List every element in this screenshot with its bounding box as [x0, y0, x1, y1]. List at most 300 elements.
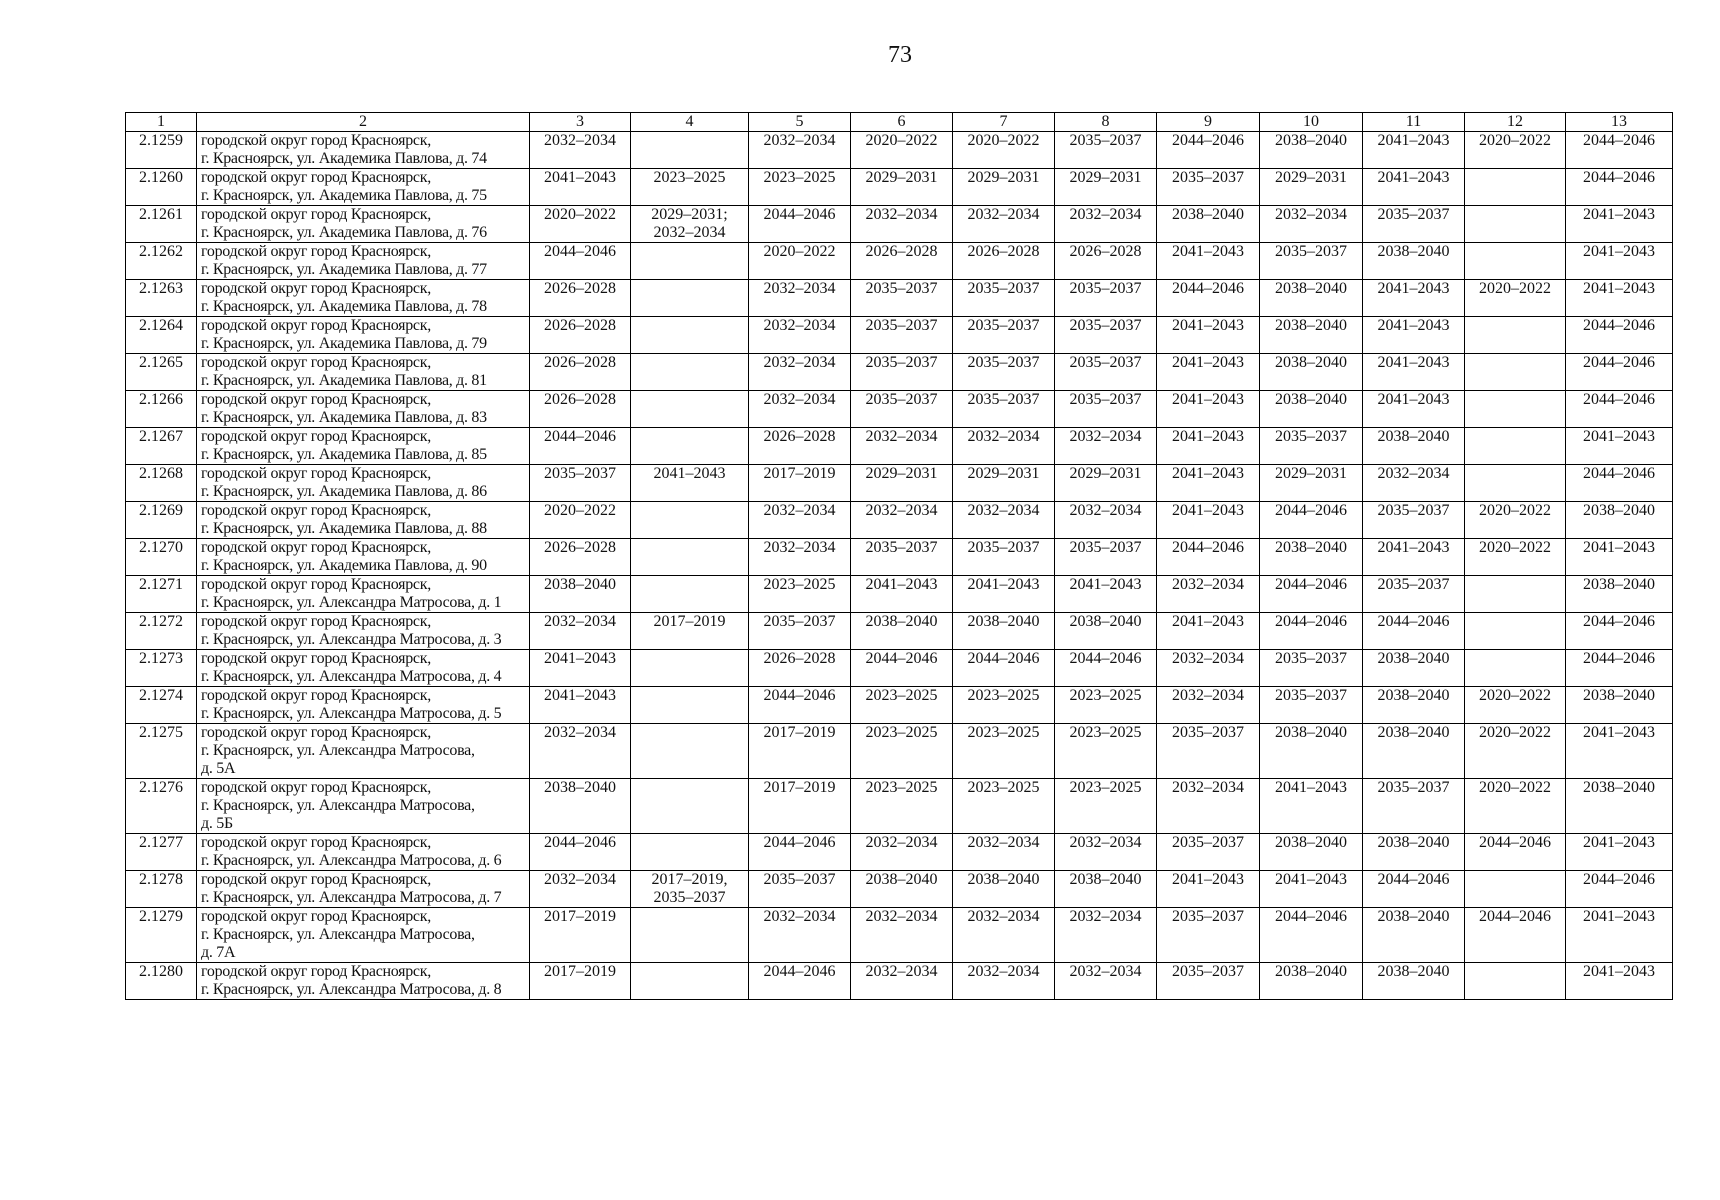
period-cell-c9: 2032–2034 — [1157, 576, 1260, 613]
period-cell-c10: 2035–2037 — [1260, 243, 1363, 280]
period-cell-c11: 2041–2043 — [1363, 391, 1465, 428]
address-cell: городской округ город Красноярск, г. Красноярск, ул. Академика Павлова, д. 74 — [197, 132, 530, 169]
period-cell-c3: 2020–2022 — [530, 206, 631, 243]
period-cell-c10: 2044–2046 — [1260, 613, 1363, 650]
period-cell-c9: 2041–2043 — [1157, 613, 1260, 650]
period-cell-c4 — [631, 687, 749, 724]
period-cell-c5: 2023–2025 — [749, 576, 851, 613]
address-cell: городской округ город Красноярск, г. Красноярск, ул. Академика Павлова, д. 83 — [197, 391, 530, 428]
period-cell-c12 — [1465, 206, 1566, 243]
period-cell-c6: 2023–2025 — [851, 687, 953, 724]
period-cell-c6: 2032–2034 — [851, 502, 953, 539]
period-cell-c11: 2041–2043 — [1363, 132, 1465, 169]
period-cell-c13: 2044–2046 — [1566, 354, 1673, 391]
period-cell-c9: 2044–2046 — [1157, 132, 1260, 169]
address-cell: городской округ город Красноярск, г. Красноярск, ул. Академика Павлова, д. 81 — [197, 354, 530, 391]
row-number: 2.1271 — [126, 576, 197, 613]
row-number: 2.1262 — [126, 243, 197, 280]
period-cell-c6: 2038–2040 — [851, 613, 953, 650]
column-header-10: 10 — [1260, 113, 1363, 132]
period-cell-c13: 2041–2043 — [1566, 834, 1673, 871]
period-cell-c8: 2035–2037 — [1055, 280, 1157, 317]
column-header-6: 6 — [851, 113, 953, 132]
period-cell-c3: 2026–2028 — [530, 317, 631, 354]
period-cell-c11: 2041–2043 — [1363, 317, 1465, 354]
row-number: 2.1278 — [126, 871, 197, 908]
period-cell-c8: 2035–2037 — [1055, 354, 1157, 391]
period-cell-c12 — [1465, 391, 1566, 428]
period-cell-c10: 2038–2040 — [1260, 963, 1363, 1000]
column-header-9: 9 — [1157, 113, 1260, 132]
period-cell-c5: 2044–2046 — [749, 206, 851, 243]
period-cell-c11: 2035–2037 — [1363, 576, 1465, 613]
period-cell-c13: 2038–2040 — [1566, 576, 1673, 613]
period-cell-c4 — [631, 576, 749, 613]
period-cell-c13: 2041–2043 — [1566, 724, 1673, 779]
period-cell-c5: 2032–2034 — [749, 317, 851, 354]
period-cell-c5: 2026–2028 — [749, 428, 851, 465]
period-cell-c9: 2041–2043 — [1157, 317, 1260, 354]
period-cell-c13: 2044–2046 — [1566, 169, 1673, 206]
period-cell-c8: 2023–2025 — [1055, 724, 1157, 779]
period-cell-c12 — [1465, 963, 1566, 1000]
period-cell-c7: 2023–2025 — [953, 687, 1055, 724]
period-cell-c4 — [631, 243, 749, 280]
period-cell-c3: 2017–2019 — [530, 963, 631, 1000]
column-header-11: 11 — [1363, 113, 1465, 132]
period-cell-c12: 2020–2022 — [1465, 539, 1566, 576]
period-cell-c10: 2044–2046 — [1260, 576, 1363, 613]
row-number: 2.1270 — [126, 539, 197, 576]
period-cell-c5: 2044–2046 — [749, 834, 851, 871]
table-row — [126, 908, 1673, 963]
period-cell-c6: 2035–2037 — [851, 280, 953, 317]
period-cell-c4 — [631, 280, 749, 317]
period-cell-c5: 2017–2019 — [749, 465, 851, 502]
period-cell-c10: 2032–2034 — [1260, 206, 1363, 243]
table-row — [126, 391, 1673, 428]
period-cell-c9: 2041–2043 — [1157, 465, 1260, 502]
period-cell-c6: 2035–2037 — [851, 317, 953, 354]
period-cell-c7: 2038–2040 — [953, 871, 1055, 908]
period-cell-c3: 2041–2043 — [530, 169, 631, 206]
period-cell-c12 — [1465, 354, 1566, 391]
period-cell-c9: 2041–2043 — [1157, 428, 1260, 465]
period-cell-c13: 2038–2040 — [1566, 687, 1673, 724]
period-cell-c5: 2032–2034 — [749, 391, 851, 428]
row-number: 2.1266 — [126, 391, 197, 428]
period-cell-c6: 2044–2046 — [851, 650, 953, 687]
table-row — [126, 317, 1673, 354]
period-cell-c12 — [1465, 243, 1566, 280]
address-cell: городской округ город Красноярск, г. Красноярск, ул. Александра Матросова, д. 8 — [197, 963, 530, 1000]
row-number: 2.1263 — [126, 280, 197, 317]
period-cell-c12 — [1465, 576, 1566, 613]
row-number: 2.1273 — [126, 650, 197, 687]
period-cell-c10: 2038–2040 — [1260, 354, 1363, 391]
period-cell-c9: 2035–2037 — [1157, 169, 1260, 206]
row-number: 2.1259 — [126, 132, 197, 169]
period-cell-c3: 2041–2043 — [530, 650, 631, 687]
period-cell-c3: 2032–2034 — [530, 724, 631, 779]
period-cell-c12: 2020–2022 — [1465, 724, 1566, 779]
column-header-12: 12 — [1465, 113, 1566, 132]
period-cell-c6: 2035–2037 — [851, 539, 953, 576]
period-cell-c4 — [631, 834, 749, 871]
period-cell-c8: 2032–2034 — [1055, 834, 1157, 871]
period-cell-c13: 2041–2043 — [1566, 963, 1673, 1000]
period-cell-c8: 2029–2031 — [1055, 169, 1157, 206]
period-cell-c8: 2029–2031 — [1055, 465, 1157, 502]
period-cell-c10: 2041–2043 — [1260, 871, 1363, 908]
period-cell-c11: 2041–2043 — [1363, 354, 1465, 391]
period-cell-c11: 2032–2034 — [1363, 465, 1465, 502]
period-cell-c8: 2035–2037 — [1055, 391, 1157, 428]
period-cell-c5: 2032–2034 — [749, 539, 851, 576]
address-cell: городской округ город Красноярск, г. Красноярск, ул. Академика Павлова, д. 90 — [197, 539, 530, 576]
table-row — [126, 243, 1673, 280]
period-cell-c9: 2035–2037 — [1157, 724, 1260, 779]
period-cell-c10: 2038–2040 — [1260, 724, 1363, 779]
period-cell-c12: 2020–2022 — [1465, 280, 1566, 317]
address-cell: городской округ город Красноярск, г. Красноярск, ул. Александра Матросова, д. 4 — [197, 650, 530, 687]
period-cell-c7: 2023–2025 — [953, 779, 1055, 834]
period-cell-c12 — [1465, 428, 1566, 465]
period-cell-c7: 2038–2040 — [953, 613, 1055, 650]
table-row — [126, 206, 1673, 243]
table-row — [126, 724, 1673, 779]
period-cell-c6: 2026–2028 — [851, 243, 953, 280]
address-cell: городской округ город Красноярск, г. Красноярск, ул. Александра Матросова, д. 5А — [197, 724, 530, 779]
period-cell-c12 — [1465, 317, 1566, 354]
period-cell-c7: 2032–2034 — [953, 206, 1055, 243]
period-cell-c13: 2044–2046 — [1566, 650, 1673, 687]
period-cell-c9: 2035–2037 — [1157, 963, 1260, 1000]
schedule-table — [125, 112, 1673, 1000]
period-cell-c3: 2035–2037 — [530, 465, 631, 502]
address-cell: городской округ город Красноярск, г. Красноярск, ул. Академика Павлова, д. 75 — [197, 169, 530, 206]
period-cell-c10: 2041–2043 — [1260, 779, 1363, 834]
address-cell: городской округ город Красноярск, г. Красноярск, ул. Академика Павлова, д. 88 — [197, 502, 530, 539]
period-cell-c5: 2044–2046 — [749, 687, 851, 724]
period-cell-c9: 2032–2034 — [1157, 779, 1260, 834]
period-cell-c12: 2020–2022 — [1465, 779, 1566, 834]
table-row — [126, 963, 1673, 1000]
period-cell-c13: 2044–2046 — [1566, 871, 1673, 908]
period-cell-c4 — [631, 724, 749, 779]
table-row — [126, 280, 1673, 317]
period-cell-c6: 2035–2037 — [851, 354, 953, 391]
address-cell: городской округ город Красноярск, г. Красноярск, ул. Александра Матросова, д. 6 — [197, 834, 530, 871]
period-cell-c8: 2032–2034 — [1055, 428, 1157, 465]
table-row — [126, 354, 1673, 391]
period-cell-c8: 2035–2037 — [1055, 317, 1157, 354]
period-cell-c9: 2032–2034 — [1157, 687, 1260, 724]
period-cell-c11: 2038–2040 — [1363, 650, 1465, 687]
period-cell-c5: 2035–2037 — [749, 613, 851, 650]
period-cell-c8: 2032–2034 — [1055, 502, 1157, 539]
period-cell-c4: 2017–2019 — [631, 613, 749, 650]
period-cell-c10: 2029–2031 — [1260, 169, 1363, 206]
period-cell-c3: 2032–2034 — [530, 132, 631, 169]
period-cell-c12 — [1465, 650, 1566, 687]
period-cell-c5: 2044–2046 — [749, 963, 851, 1000]
period-cell-c7: 2020–2022 — [953, 132, 1055, 169]
period-cell-c10: 2038–2040 — [1260, 539, 1363, 576]
table-header — [126, 113, 1673, 132]
column-header-7: 7 — [953, 113, 1055, 132]
page-number: 73 — [888, 42, 912, 68]
period-cell-c4 — [631, 391, 749, 428]
period-cell-c9: 2041–2043 — [1157, 391, 1260, 428]
column-header-4: 4 — [631, 113, 749, 132]
address-cell: городской округ город Красноярск, г. Красноярск, ул. Александра Матросова, д. 7А — [197, 908, 530, 963]
period-cell-c8: 2041–2043 — [1055, 576, 1157, 613]
period-cell-c12 — [1465, 465, 1566, 502]
period-cell-c8: 2023–2025 — [1055, 779, 1157, 834]
period-cell-c8: 2032–2034 — [1055, 963, 1157, 1000]
period-cell-c13: 2044–2046 — [1566, 317, 1673, 354]
period-cell-c5: 2032–2034 — [749, 908, 851, 963]
address-cell: городской округ город Красноярск, г. Красноярск, ул. Академика Павлова, д. 76 — [197, 206, 530, 243]
column-header-13: 13 — [1566, 113, 1673, 132]
period-cell-c6: 2023–2025 — [851, 724, 953, 779]
table-row — [126, 132, 1673, 169]
period-cell-c4: 2023–2025 — [631, 169, 749, 206]
period-cell-c10: 2035–2037 — [1260, 687, 1363, 724]
period-cell-c6: 2041–2043 — [851, 576, 953, 613]
period-cell-c3: 2026–2028 — [530, 354, 631, 391]
period-cell-c13: 2041–2043 — [1566, 206, 1673, 243]
period-cell-c4 — [631, 428, 749, 465]
period-cell-c4: 2029–2031; 2032–2034 — [631, 206, 749, 243]
period-cell-c3: 2038–2040 — [530, 576, 631, 613]
column-header-2: 2 — [197, 113, 530, 132]
period-cell-c3: 2026–2028 — [530, 280, 631, 317]
period-cell-c13: 2044–2046 — [1566, 613, 1673, 650]
period-cell-c4 — [631, 132, 749, 169]
period-cell-c4 — [631, 779, 749, 834]
period-cell-c10: 2038–2040 — [1260, 391, 1363, 428]
address-cell: городской округ город Красноярск, г. Красноярск, ул. Академика Павлова, д. 85 — [197, 428, 530, 465]
period-cell-c7: 2026–2028 — [953, 243, 1055, 280]
period-cell-c11: 2035–2037 — [1363, 502, 1465, 539]
period-cell-c13: 2044–2046 — [1566, 391, 1673, 428]
period-cell-c7: 2044–2046 — [953, 650, 1055, 687]
period-cell-c11: 2038–2040 — [1363, 963, 1465, 1000]
row-number: 2.1267 — [126, 428, 197, 465]
address-cell: городской округ город Красноярск, г. Красноярск, ул. Александра Матросова, д. 5Б — [197, 779, 530, 834]
period-cell-c4: 2017–2019, 2035–2037 — [631, 871, 749, 908]
period-cell-c4 — [631, 539, 749, 576]
period-cell-c8: 2035–2037 — [1055, 132, 1157, 169]
row-number: 2.1279 — [126, 908, 197, 963]
column-header-1: 1 — [126, 113, 197, 132]
period-cell-c6: 2032–2034 — [851, 963, 953, 1000]
period-cell-c13: 2044–2046 — [1566, 465, 1673, 502]
period-cell-c3: 2017–2019 — [530, 908, 631, 963]
period-cell-c8: 2035–2037 — [1055, 539, 1157, 576]
period-cell-c7: 2032–2034 — [953, 428, 1055, 465]
address-cell: городской округ город Красноярск, г. Красноярск, ул. Академика Павлова, д. 77 — [197, 243, 530, 280]
address-cell: городской округ город Красноярск, г. Красноярск, ул. Академика Павлова, д. 78 — [197, 280, 530, 317]
period-cell-c12: 2020–2022 — [1465, 132, 1566, 169]
column-header-8: 8 — [1055, 113, 1157, 132]
period-cell-c5: 2032–2034 — [749, 354, 851, 391]
period-cell-c7: 2029–2031 — [953, 169, 1055, 206]
period-cell-c10: 2038–2040 — [1260, 834, 1363, 871]
period-cell-c11: 2035–2037 — [1363, 779, 1465, 834]
period-cell-c7: 2041–2043 — [953, 576, 1055, 613]
period-cell-c10: 2044–2046 — [1260, 502, 1363, 539]
period-cell-c10: 2038–2040 — [1260, 132, 1363, 169]
period-cell-c6: 2023–2025 — [851, 779, 953, 834]
period-cell-c5: 2017–2019 — [749, 779, 851, 834]
table-row — [126, 834, 1673, 871]
period-cell-c13: 2041–2043 — [1566, 280, 1673, 317]
period-cell-c8: 2038–2040 — [1055, 871, 1157, 908]
period-cell-c11: 2038–2040 — [1363, 724, 1465, 779]
period-cell-c5: 2026–2028 — [749, 650, 851, 687]
period-cell-c9: 2041–2043 — [1157, 243, 1260, 280]
period-cell-c3: 2026–2028 — [530, 539, 631, 576]
period-cell-c7: 2032–2034 — [953, 963, 1055, 1000]
period-cell-c4 — [631, 502, 749, 539]
period-cell-c4 — [631, 354, 749, 391]
period-cell-c9: 2038–2040 — [1157, 206, 1260, 243]
table-row — [126, 539, 1673, 576]
period-cell-c7: 2023–2025 — [953, 724, 1055, 779]
table-row — [126, 871, 1673, 908]
period-cell-c8: 2023–2025 — [1055, 687, 1157, 724]
period-cell-c11: 2041–2043 — [1363, 539, 1465, 576]
period-cell-c13: 2038–2040 — [1566, 502, 1673, 539]
period-cell-c3: 2038–2040 — [530, 779, 631, 834]
address-cell: городской округ город Красноярск, г. Красноярск, ул. Александра Матросова, д. 7 — [197, 871, 530, 908]
period-cell-c7: 2035–2037 — [953, 539, 1055, 576]
period-cell-c10: 2029–2031 — [1260, 465, 1363, 502]
period-cell-c9: 2032–2034 — [1157, 650, 1260, 687]
period-cell-c11: 2035–2037 — [1363, 206, 1465, 243]
row-number: 2.1272 — [126, 613, 197, 650]
period-cell-c7: 2032–2034 — [953, 834, 1055, 871]
period-cell-c4 — [631, 963, 749, 1000]
row-number: 2.1268 — [126, 465, 197, 502]
period-cell-c11: 2041–2043 — [1363, 169, 1465, 206]
period-cell-c11: 2038–2040 — [1363, 908, 1465, 963]
period-cell-c8: 2032–2034 — [1055, 206, 1157, 243]
period-cell-c8: 2044–2046 — [1055, 650, 1157, 687]
row-number: 2.1269 — [126, 502, 197, 539]
row-number: 2.1260 — [126, 169, 197, 206]
period-cell-c8: 2026–2028 — [1055, 243, 1157, 280]
period-cell-c6: 2032–2034 — [851, 428, 953, 465]
table-row — [126, 576, 1673, 613]
period-cell-c5: 2020–2022 — [749, 243, 851, 280]
period-cell-c7: 2035–2037 — [953, 280, 1055, 317]
period-cell-c13: 2044–2046 — [1566, 132, 1673, 169]
period-cell-c10: 2038–2040 — [1260, 317, 1363, 354]
period-cell-c5: 2032–2034 — [749, 132, 851, 169]
address-cell: городской округ город Красноярск, г. Красноярск, ул. Александра Матросова, д. 5 — [197, 687, 530, 724]
table-body — [126, 132, 1673, 1000]
row-number: 2.1280 — [126, 963, 197, 1000]
column-header-3: 3 — [530, 113, 631, 132]
period-cell-c7: 2029–2031 — [953, 465, 1055, 502]
period-cell-c9: 2041–2043 — [1157, 354, 1260, 391]
address-cell: городской округ город Красноярск, г. Красноярск, ул. Академика Павлова, д. 79 — [197, 317, 530, 354]
period-cell-c6: 2032–2034 — [851, 908, 953, 963]
period-cell-c4 — [631, 650, 749, 687]
period-cell-c4 — [631, 317, 749, 354]
period-cell-c11: 2038–2040 — [1363, 428, 1465, 465]
period-cell-c6: 2038–2040 — [851, 871, 953, 908]
period-cell-c3: 2020–2022 — [530, 502, 631, 539]
period-cell-c7: 2035–2037 — [953, 317, 1055, 354]
period-cell-c12: 2020–2022 — [1465, 687, 1566, 724]
period-cell-c3: 2026–2028 — [530, 391, 631, 428]
period-cell-c9: 2035–2037 — [1157, 908, 1260, 963]
period-cell-c6: 2032–2034 — [851, 206, 953, 243]
period-cell-c5: 2017–2019 — [749, 724, 851, 779]
period-cell-c6: 2029–2031 — [851, 169, 953, 206]
period-cell-c5: 2023–2025 — [749, 169, 851, 206]
table-row — [126, 428, 1673, 465]
table-row — [126, 465, 1673, 502]
period-cell-c8: 2032–2034 — [1055, 908, 1157, 963]
period-cell-c9: 2035–2037 — [1157, 834, 1260, 871]
period-cell-c6: 2020–2022 — [851, 132, 953, 169]
row-number: 2.1276 — [126, 779, 197, 834]
period-cell-c5: 2032–2034 — [749, 280, 851, 317]
period-cell-c11: 2038–2040 — [1363, 687, 1465, 724]
period-cell-c6: 2035–2037 — [851, 391, 953, 428]
row-number: 2.1264 — [126, 317, 197, 354]
period-cell-c5: 2035–2037 — [749, 871, 851, 908]
period-cell-c10: 2044–2046 — [1260, 908, 1363, 963]
period-cell-c11: 2038–2040 — [1363, 834, 1465, 871]
period-cell-c13: 2041–2043 — [1566, 428, 1673, 465]
period-cell-c9: 2041–2043 — [1157, 871, 1260, 908]
period-cell-c4 — [631, 908, 749, 963]
period-cell-c13: 2041–2043 — [1566, 908, 1673, 963]
table-row — [126, 687, 1673, 724]
table-row — [126, 779, 1673, 834]
table-row — [126, 650, 1673, 687]
period-cell-c3: 2044–2046 — [530, 834, 631, 871]
header-row — [126, 113, 1673, 132]
period-cell-c12 — [1465, 613, 1566, 650]
period-cell-c3: 2032–2034 — [530, 871, 631, 908]
period-cell-c11: 2044–2046 — [1363, 613, 1465, 650]
period-cell-c12: 2044–2046 — [1465, 908, 1566, 963]
period-cell-c9: 2044–2046 — [1157, 539, 1260, 576]
address-cell: городской округ город Красноярск, г. Красноярск, ул. Александра Матросова, д. 1 — [197, 576, 530, 613]
column-header-5: 5 — [749, 113, 851, 132]
period-cell-c4: 2041–2043 — [631, 465, 749, 502]
period-cell-c12 — [1465, 169, 1566, 206]
period-cell-c9: 2044–2046 — [1157, 280, 1260, 317]
period-cell-c11: 2041–2043 — [1363, 280, 1465, 317]
row-number: 2.1274 — [126, 687, 197, 724]
period-cell-c13: 2038–2040 — [1566, 779, 1673, 834]
period-cell-c3: 2044–2046 — [530, 243, 631, 280]
period-cell-c5: 2032–2034 — [749, 502, 851, 539]
period-cell-c9: 2041–2043 — [1157, 502, 1260, 539]
period-cell-c13: 2041–2043 — [1566, 539, 1673, 576]
period-cell-c3: 2044–2046 — [530, 428, 631, 465]
table-row — [126, 502, 1673, 539]
